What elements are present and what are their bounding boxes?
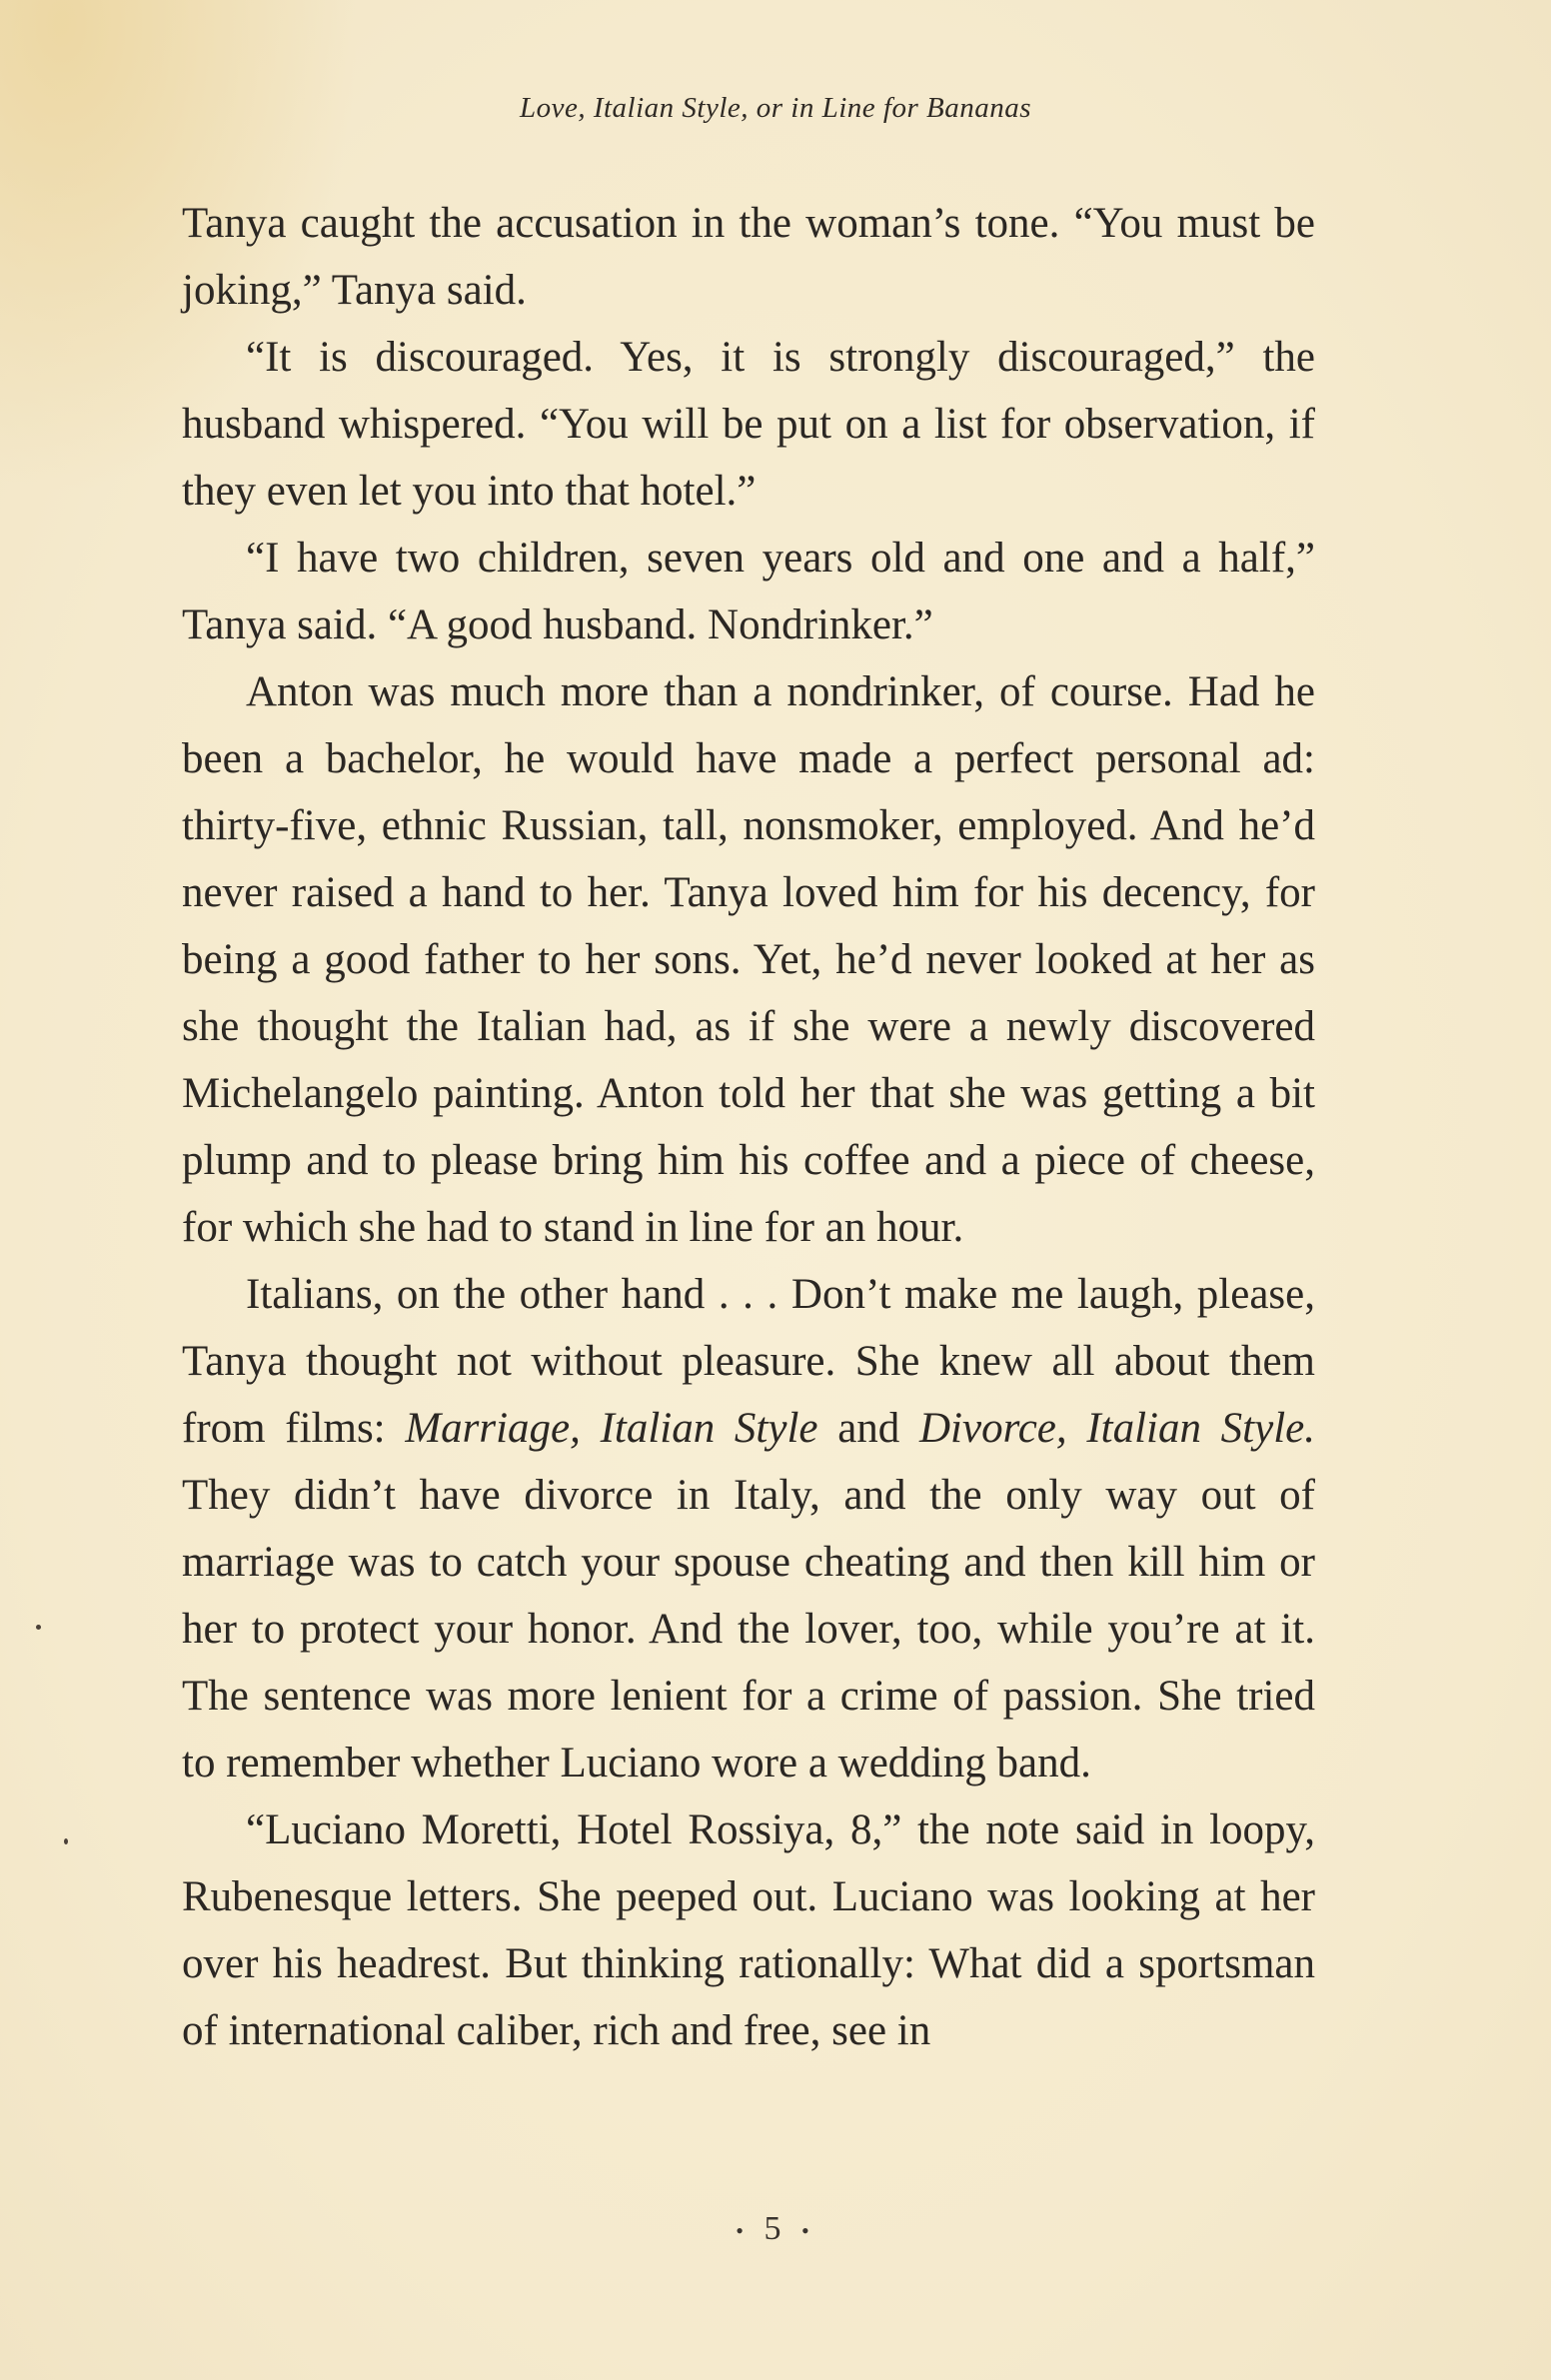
- body-text: [182, 190, 1315, 2064]
- paragraph: [182, 190, 1315, 324]
- paragraph: [182, 525, 1315, 658]
- text-run: Italians, on the other hand . . . Don’t make me laugh, please, Tanya thought not without pleasure. She knew all about them from films:: [182, 1271, 1315, 1452]
- text-run: and: [817, 1405, 919, 1452]
- paragraph: [182, 658, 1315, 1261]
- speck-mark: [64, 1838, 68, 1844]
- folio-bullet-left: •: [736, 2218, 750, 2244]
- running-head: Love, Italian Style, or in Line for Bananas: [519, 92, 1032, 124]
- page-number-footer: [0, 2210, 1551, 2248]
- folio-bullet-right: •: [801, 2218, 815, 2244]
- paragraph: [182, 1796, 1315, 2064]
- text-run: They didn’t have divorce in Italy, and the only way out of marriage was to catch your spouse cheating and then kill him or her to protect your honor. And the lover, too, while you’re at it. The sentence was more lenient for a crime of passion. She tried to remember whether Luciano wore a wedding band.: [182, 1472, 1315, 1786]
- paragraph: [182, 1261, 1315, 1796]
- paragraph: [182, 324, 1315, 525]
- italic-title: Divorce, Italian Style.: [918, 1405, 1315, 1452]
- text-run: Tanya caught the accusation in the woman’s tone. “You must be joking,” Tanya said.: [182, 200, 1315, 314]
- text-run: “It is discouraged. Yes, it is strongly discouraged,” the husband whispered. “You will be put on a list for observation, if they even let you into that hotel.”: [182, 334, 1315, 515]
- page-number: 5: [764, 2210, 787, 2247]
- text-run: “I have two children, seven years old and one and a half,” Tanya said. “A good husband. Nondrinker.”: [182, 535, 1315, 648]
- speck-mark: [36, 1625, 41, 1630]
- text-run: Anton was much more than a nondrinker, of course. Had he been a bachelor, he would have made a perfect personal ad: thirty-five, ethnic Russian, tall, nonsmoker, employed. And he’d never raised a hand to her. Tanya loved him for his decency, for being a good father to her sons. Yet, he’d never looked at her as she thought the Italian had, as if she were a newly discovered Michelangelo painting. Anton told her that she was getting a bit plump and to please bring him his coffee and a piece of cheese, for which she had to stand in line for an hour.: [182, 668, 1315, 1251]
- text-run: “Luciano Moretti, Hotel Rossiya, 8,” the note said in loopy, Rubenesque letters. She peeped out. Luciano was looking at her over his headrest. But thinking rationally: What did a sportsman of international caliber, rich and free, see in: [182, 1806, 1315, 2054]
- italic-title: Marriage, Italian Style: [405, 1405, 818, 1452]
